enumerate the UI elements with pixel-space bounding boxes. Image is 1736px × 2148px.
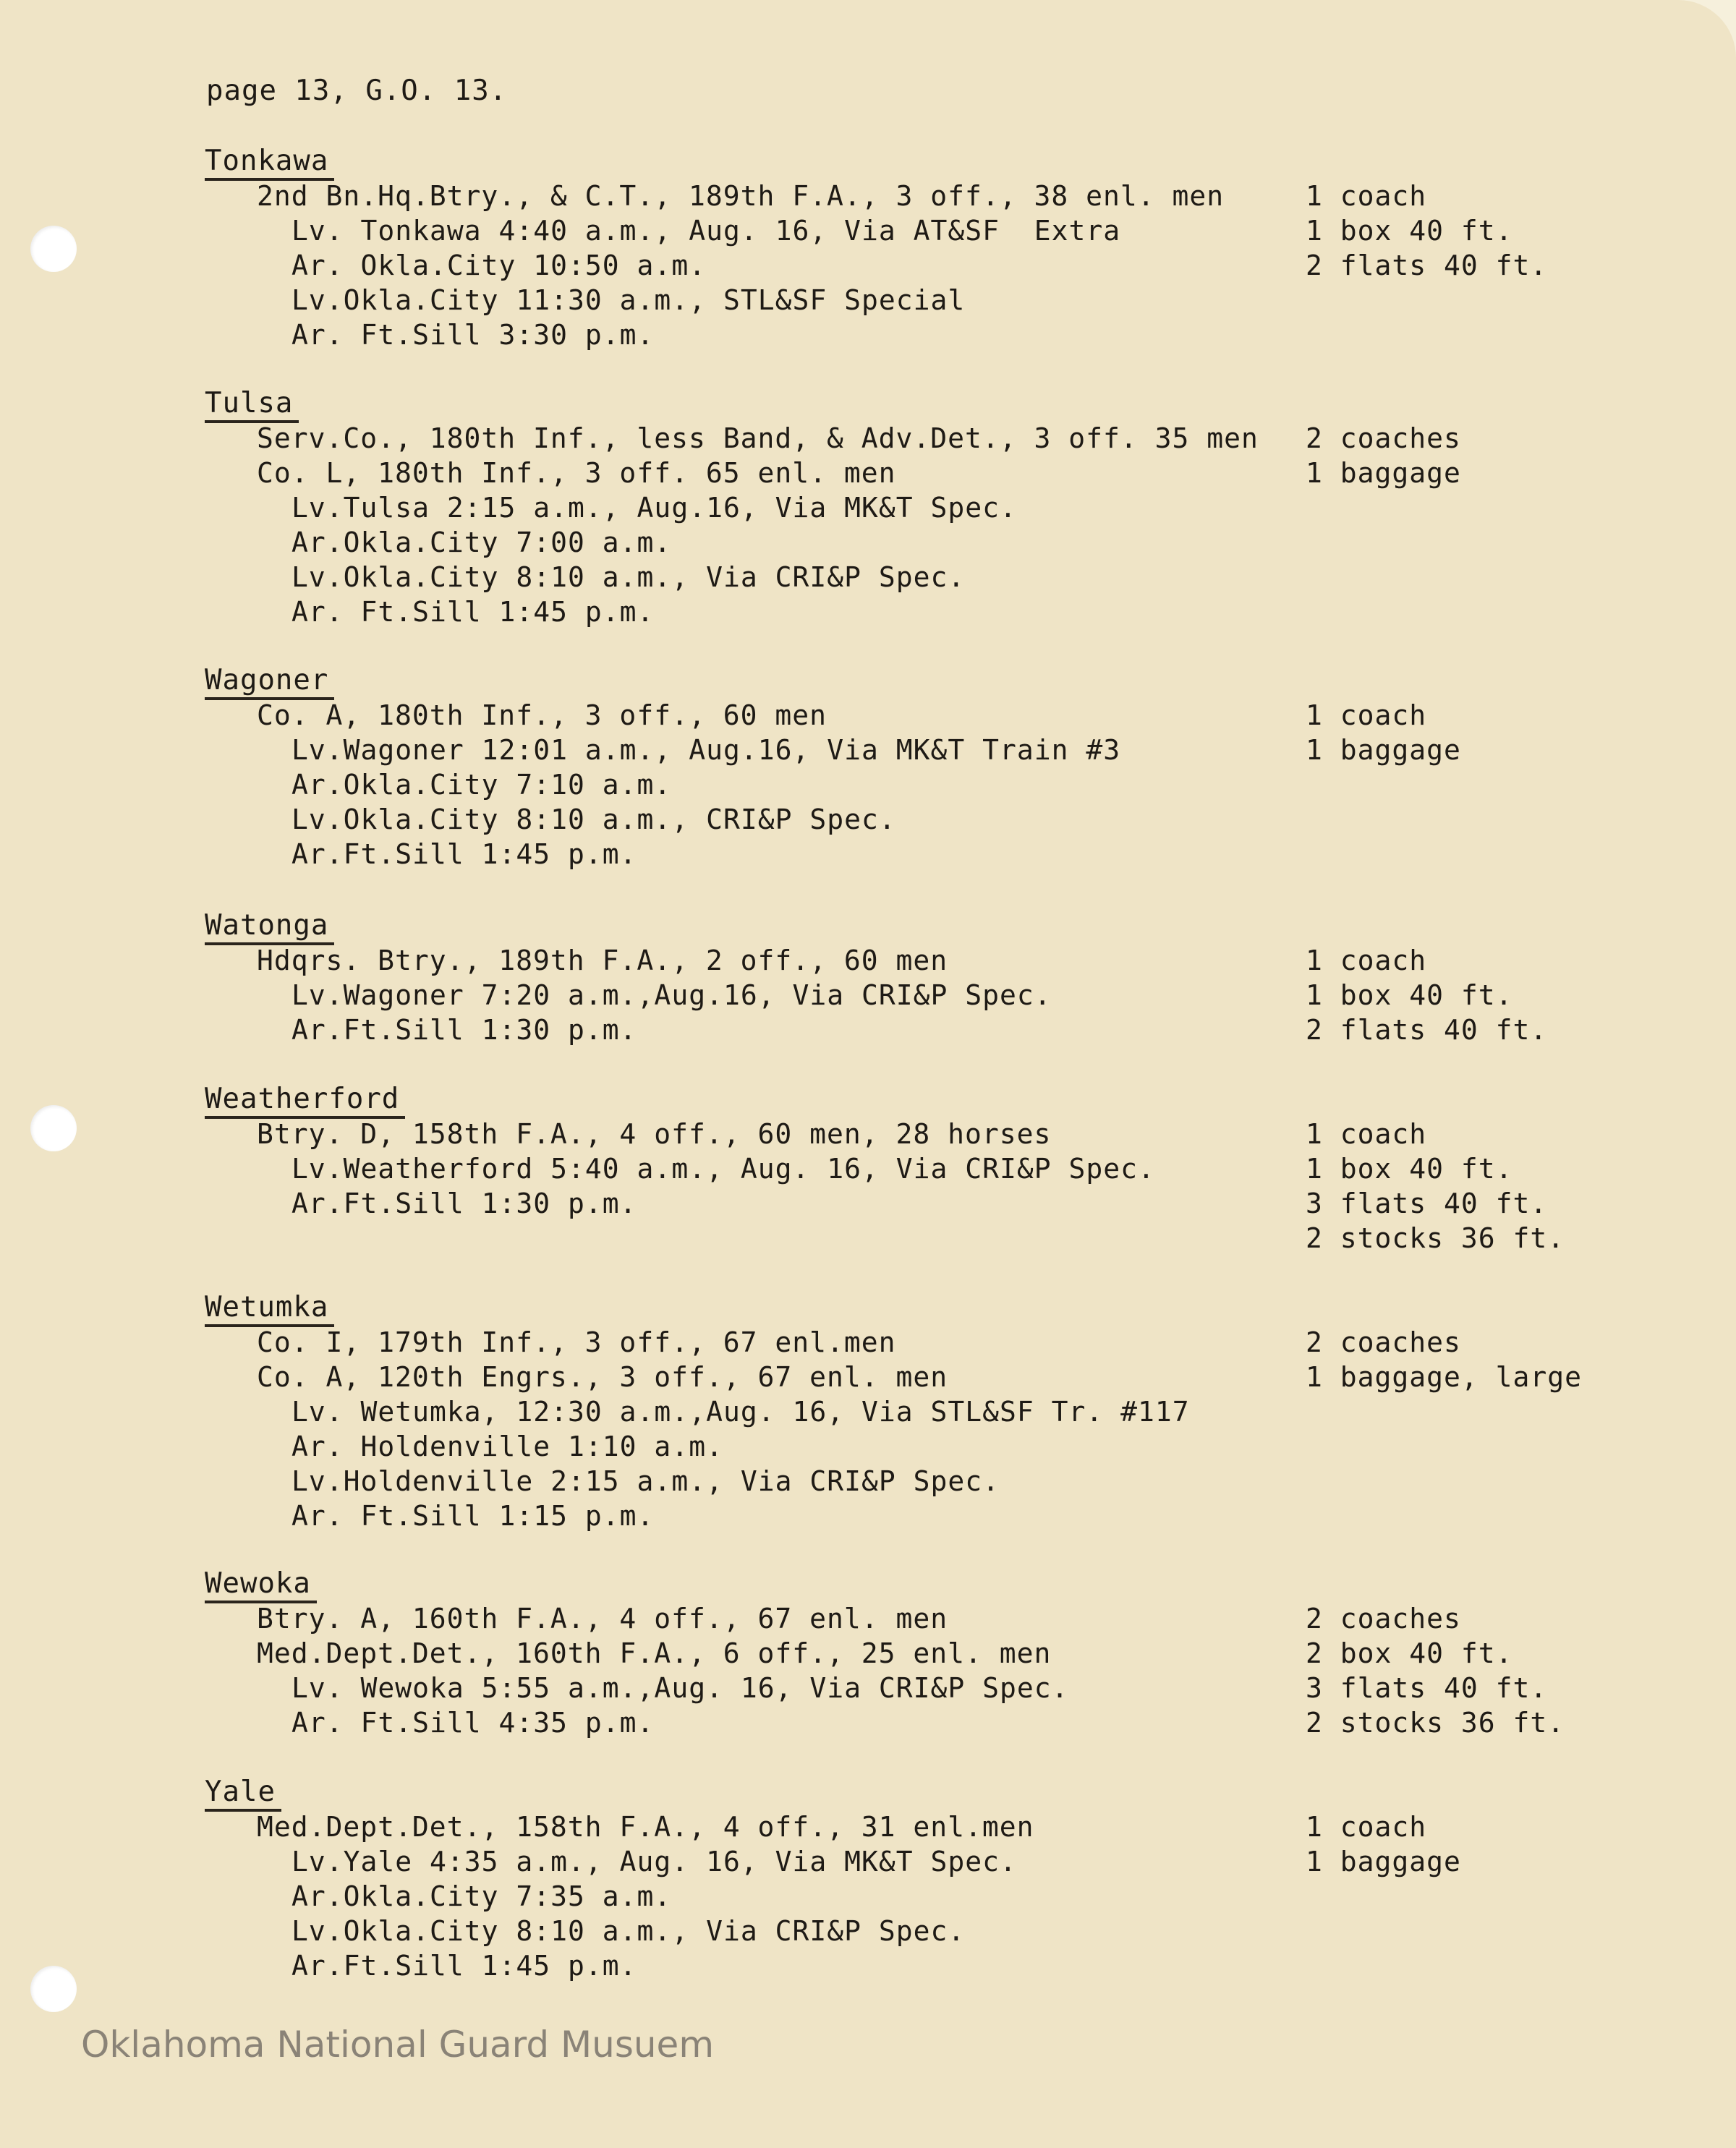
section-heading: Weatherford xyxy=(205,1083,405,1119)
schedule-line: Ar.Okla.City 7:00 a.m. xyxy=(292,527,672,558)
section-heading: Wetumka xyxy=(205,1291,334,1327)
punch-hole xyxy=(30,1105,77,1151)
schedule-line: Lv.Wagoner 7:20 a.m.,Aug.16, Via CRI&P Spec. xyxy=(292,979,1052,1011)
schedule-line: Lv. Wetumka, 12:30 a.m.,Aug. 16, Via STL&SF Tr. #117 xyxy=(292,1396,1190,1428)
schedule-line: Ar.Ft.Sill 1:45 p.m. xyxy=(292,1950,637,1982)
unit-line: Serv.Co., 180th Inf., less Band, & Adv.Det., 3 off. 35 men xyxy=(257,422,1259,454)
section-heading: Tulsa xyxy=(205,387,299,423)
equipment-line: 2 coaches xyxy=(1306,422,1461,454)
section-heading: Wagoner xyxy=(205,664,334,700)
equipment-line: 2 coaches xyxy=(1306,1326,1461,1358)
unit-line: Hdqrs. Btry., 189th F.A., 2 off., 60 men xyxy=(257,945,948,976)
equipment-line: 1 coach xyxy=(1306,945,1427,976)
unit-line: Btry. A, 160th F.A., 4 off., 67 enl. men xyxy=(257,1603,948,1635)
schedule-line: Ar. Okla.City 10:50 a.m. xyxy=(292,250,707,281)
schedule-line: Lv.Okla.City 11:30 a.m., STL&SF Special xyxy=(292,284,966,316)
schedule-line: Ar. Ft.Sill 3:30 p.m. xyxy=(292,319,655,351)
section-heading: Yale xyxy=(205,1776,281,1812)
schedule-line: Lv.Okla.City 8:10 a.m., CRI&P Spec. xyxy=(292,804,896,835)
equipment-line: 3 flats 40 ft. xyxy=(1306,1672,1548,1704)
schedule-line: Ar.Okla.City 7:35 a.m. xyxy=(292,1880,672,1912)
schedule-line: Ar.Ft.Sill 1:30 p.m. xyxy=(292,1188,637,1219)
schedule-line: Ar.Ft.Sill 1:45 p.m. xyxy=(292,838,637,870)
schedule-line: Ar. Ft.Sill 1:45 p.m. xyxy=(292,596,655,628)
equipment-line: 1 coach xyxy=(1306,1118,1427,1150)
punch-hole xyxy=(30,1966,77,2012)
equipment-line: 1 box 40 ft. xyxy=(1306,979,1513,1011)
schedule-line: Ar.Okla.City 7:10 a.m. xyxy=(292,769,672,801)
unit-line: Co. L, 180th Inf., 3 off. 65 enl. men xyxy=(257,457,896,489)
equipment-line: 3 flats 40 ft. xyxy=(1306,1188,1548,1219)
equipment-line: 2 stocks 36 ft. xyxy=(1306,1707,1565,1739)
equipment-line: 2 flats 40 ft. xyxy=(1306,1014,1548,1046)
schedule-line: Lv.Okla.City 8:10 a.m., Via CRI&P Spec. xyxy=(292,561,966,593)
schedule-line: Lv.Tulsa 2:15 a.m., Aug.16, Via MK&T Spec. xyxy=(292,492,1017,524)
schedule-line: Ar. Holdenville 1:10 a.m. xyxy=(292,1431,723,1462)
equipment-line: 2 coaches xyxy=(1306,1603,1461,1635)
section-heading: Wewoka xyxy=(205,1567,317,1603)
section-heading: Watonga xyxy=(205,909,334,945)
equipment-line: 1 coach xyxy=(1306,1811,1427,1843)
schedule-line: Lv. Tonkawa 4:40 a.m., Aug. 16, Via AT&SF Extra xyxy=(292,215,1121,247)
equipment-line: 1 coach xyxy=(1306,180,1427,212)
unit-line: Med.Dept.Det., 160th F.A., 6 off., 25 enl. men xyxy=(257,1637,1052,1669)
page-label: page 13, G.O. 13. xyxy=(206,74,508,107)
section-heading: Tonkawa xyxy=(205,145,334,181)
schedule-line: Ar. Ft.Sill 1:15 p.m. xyxy=(292,1500,655,1532)
unit-line: Btry. D, 158th F.A., 4 off., 60 men, 28 horses xyxy=(257,1118,1052,1150)
schedule-line: Lv.Wagoner 12:01 a.m., Aug.16, Via MK&T Train #3 xyxy=(292,734,1121,766)
punch-hole xyxy=(30,226,77,272)
equipment-line: 1 baggage xyxy=(1306,734,1461,766)
equipment-line: 2 stocks 36 ft. xyxy=(1306,1222,1565,1254)
equipment-line: 1 baggage, large xyxy=(1306,1361,1583,1393)
equipment-line: 1 baggage xyxy=(1306,1846,1461,1878)
unit-line: Co. I, 179th Inf., 3 off., 67 enl.men xyxy=(257,1326,896,1358)
schedule-line: Ar.Ft.Sill 1:30 p.m. xyxy=(292,1014,637,1046)
unit-line: Co. A, 180th Inf., 3 off., 60 men xyxy=(257,699,827,731)
equipment-line: 2 box 40 ft. xyxy=(1306,1637,1513,1669)
equipment-line: 1 baggage xyxy=(1306,457,1461,489)
unit-line: 2nd Bn.Hq.Btry., & C.T., 189th F.A., 3 off., 38 enl. men xyxy=(257,180,1225,212)
schedule-line: Lv. Wewoka 5:55 a.m.,Aug. 16, Via CRI&P Spec. xyxy=(292,1672,1069,1704)
unit-line: Co. A, 120th Engrs., 3 off., 67 enl. men xyxy=(257,1361,948,1393)
schedule-line: Lv.Yale 4:35 a.m., Aug. 16, Via MK&T Spec. xyxy=(292,1846,1017,1878)
equipment-line: 1 box 40 ft. xyxy=(1306,1153,1513,1185)
schedule-line: Lv.Weatherford 5:40 a.m., Aug. 16, Via CRI&P Spec. xyxy=(292,1153,1155,1185)
equipment-line: 1 box 40 ft. xyxy=(1306,215,1513,247)
schedule-line: Lv.Okla.City 8:10 a.m., Via CRI&P Spec. xyxy=(292,1915,966,1947)
equipment-line: 2 flats 40 ft. xyxy=(1306,250,1548,281)
watermark: Oklahoma National Guard Musuem xyxy=(81,2024,715,2066)
equipment-line: 1 coach xyxy=(1306,699,1427,731)
unit-line: Med.Dept.Det., 158th F.A., 4 off., 31 enl.men xyxy=(257,1811,1034,1843)
schedule-line: Lv.Holdenville 2:15 a.m., Via CRI&P Spec. xyxy=(292,1465,1000,1497)
schedule-line: Ar. Ft.Sill 4:35 p.m. xyxy=(292,1707,655,1739)
